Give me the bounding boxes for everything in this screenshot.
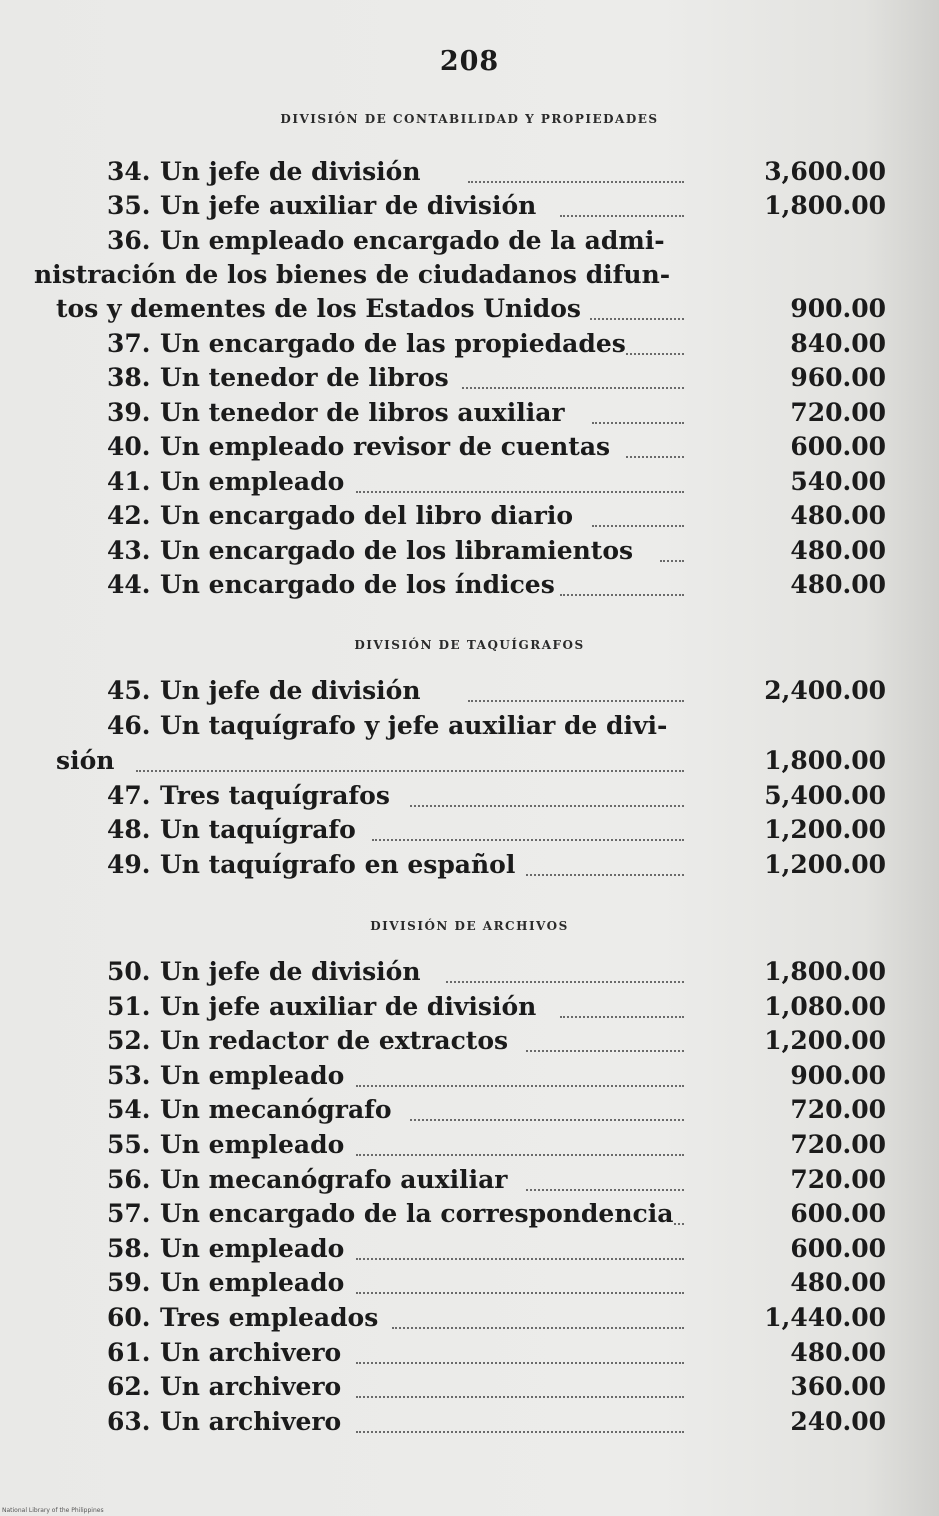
entry-description: Un jefe de división	[160, 676, 421, 705]
entry-amount: 840.00	[790, 329, 886, 358]
leader-dots	[392, 1325, 684, 1329]
leader-dots	[560, 592, 684, 596]
list-item	[0, 813, 939, 847]
entry-amount: 900.00	[790, 294, 886, 323]
entry-description: Un taquígrafo en español	[160, 850, 516, 879]
leader-dots	[660, 558, 684, 562]
list-item	[0, 1024, 939, 1058]
entry-number: 61.	[107, 1338, 151, 1367]
entry-number: 37.	[107, 329, 151, 358]
entry-amount: 360.00	[790, 1372, 886, 1401]
entry-amount: 2,400.00	[764, 676, 886, 705]
entry-amount: 5,400.00	[764, 781, 886, 810]
entry-description: sión	[56, 746, 115, 775]
entry-number: 38.	[107, 363, 151, 392]
leader-dots	[526, 1187, 684, 1191]
list-item	[0, 1163, 939, 1197]
entry-number: 63.	[107, 1407, 151, 1436]
entry-description: tos y dementes de los Estados Unidos	[56, 294, 581, 323]
leader-dots	[356, 1083, 684, 1087]
list-item	[0, 396, 939, 430]
list-item	[0, 848, 939, 882]
list-item	[0, 1197, 939, 1231]
list-item	[0, 568, 939, 602]
leader-dots	[136, 768, 684, 772]
list-item	[0, 709, 939, 743]
entry-number: 42.	[107, 501, 151, 530]
entry-number: 50.	[107, 957, 151, 986]
entry-amount: 720.00	[790, 1165, 886, 1194]
list-item	[0, 189, 939, 223]
entry-amount: 1,200.00	[764, 815, 886, 844]
entry-number: 39.	[107, 398, 151, 427]
list-item	[0, 1266, 939, 1300]
list-item	[0, 1405, 939, 1439]
entry-description: Un jefe auxiliar de división	[160, 992, 537, 1021]
entry-description: Un encargado de los libramientos	[160, 536, 634, 565]
entry-amount: 1,800.00	[764, 191, 886, 220]
entry-description: Un empleado	[160, 1061, 345, 1090]
section-title-taquigrafos: DIVISIÓN DE TAQUÍGRAFOS	[354, 638, 585, 652]
entry-amount: 960.00	[790, 363, 886, 392]
leader-dots	[626, 351, 684, 355]
entry-number: 46.	[107, 711, 151, 740]
entry-amount: 480.00	[790, 570, 886, 599]
list-item-continuation	[0, 258, 939, 292]
entry-number: 40.	[107, 432, 151, 461]
entry-amount: 1,200.00	[764, 1026, 886, 1055]
entry-description: Un taquígrafo y jefe auxiliar de divi-	[160, 711, 668, 740]
entry-description: Un archivero	[160, 1407, 342, 1436]
entry-number: 58.	[107, 1234, 151, 1263]
entry-number: 54.	[107, 1095, 151, 1124]
entry-description: Un jefe de división	[160, 957, 421, 986]
leader-dots	[356, 1256, 684, 1260]
entry-description: Un archivero	[160, 1372, 342, 1401]
section-title-contabilidad: DIVISIÓN DE CONTABILIDAD Y PROPIEDADES	[280, 112, 659, 126]
entry-amount: 480.00	[790, 536, 886, 565]
leader-dots	[462, 385, 684, 389]
list-item	[0, 1093, 939, 1127]
leader-dots	[560, 213, 684, 217]
entry-description: Un jefe de división	[160, 157, 421, 186]
entry-description: Un tenedor de libros	[160, 363, 449, 392]
entry-amount: 1,200.00	[764, 850, 886, 879]
leader-dots	[356, 1360, 684, 1364]
leader-dots	[356, 1429, 684, 1433]
entry-description: Un archivero	[160, 1338, 342, 1367]
entry-amount: 480.00	[790, 1338, 886, 1367]
entry-description: Un mecanógrafo auxiliar	[160, 1165, 508, 1194]
entry-description: Tres empleados	[160, 1303, 379, 1332]
entry-number: 60.	[107, 1303, 151, 1332]
list-item	[0, 1370, 939, 1404]
list-item	[0, 1128, 939, 1162]
list-item	[0, 499, 939, 533]
list-item	[0, 674, 939, 708]
list-item	[0, 1336, 939, 1370]
entry-number: 41.	[107, 467, 151, 496]
leader-dots	[372, 837, 684, 841]
entry-description: Tres taquígrafos	[160, 781, 390, 810]
entry-description: Un empleado	[160, 1234, 345, 1263]
entry-amount: 480.00	[790, 1268, 886, 1297]
leader-dots	[590, 316, 684, 320]
entry-amount: 3,600.00	[764, 157, 886, 186]
leader-dots	[560, 1014, 684, 1018]
entry-description: Un encargado de los índices	[160, 570, 555, 599]
entry-number: 36.	[107, 226, 151, 255]
list-item	[0, 224, 939, 258]
entry-amount: 240.00	[790, 1407, 886, 1436]
entry-amount: 540.00	[790, 467, 886, 496]
list-item	[0, 327, 939, 361]
entry-description: Un encargado de la correspondencia	[160, 1199, 674, 1228]
entry-number: 51.	[107, 992, 151, 1021]
list-item	[0, 465, 939, 499]
list-item	[0, 1301, 939, 1335]
entry-amount: 900.00	[790, 1061, 886, 1090]
library-stamp: National Library of the Philippines	[2, 1507, 104, 1514]
leader-dots	[446, 979, 684, 983]
entry-number: 44.	[107, 570, 151, 599]
leader-dots	[356, 1394, 684, 1398]
entry-number: 55.	[107, 1130, 151, 1159]
entry-description: Un jefe auxiliar de división	[160, 191, 537, 220]
entry-number: 47.	[107, 781, 151, 810]
entry-amount: 1,080.00	[764, 992, 886, 1021]
entry-amount: 600.00	[790, 1199, 886, 1228]
list-item	[0, 779, 939, 813]
leader-dots	[468, 179, 684, 183]
entry-number: 49.	[107, 850, 151, 879]
entry-amount: 600.00	[790, 1234, 886, 1263]
entry-amount: 720.00	[790, 1130, 886, 1159]
entry-number: 43.	[107, 536, 151, 565]
entry-description: Un encargado del libro diario	[160, 501, 574, 530]
leader-dots	[356, 1290, 684, 1294]
entry-amount: 720.00	[790, 1095, 886, 1124]
entry-description: Un mecanógrafo	[160, 1095, 392, 1124]
page-number: 208	[439, 46, 500, 77]
entry-amount: 480.00	[790, 501, 886, 530]
entry-amount: 720.00	[790, 398, 886, 427]
entry-description: Un empleado	[160, 1268, 345, 1297]
list-item	[0, 361, 939, 395]
section-title-archivos: DIVISIÓN DE ARCHIVOS	[370, 919, 569, 933]
entry-description: Un taquígrafo	[160, 815, 356, 844]
list-item-continuation	[0, 744, 939, 778]
leader-dots	[526, 872, 684, 876]
entry-number: 45.	[107, 676, 151, 705]
entry-description: Un redactor de extractos	[160, 1026, 509, 1055]
list-item	[0, 534, 939, 568]
leader-dots	[592, 523, 684, 527]
entry-description: nistración de los bienes de ciudadanos difun-	[34, 260, 671, 289]
leader-dots	[356, 489, 684, 493]
leader-dots	[626, 454, 684, 458]
list-item	[0, 955, 939, 989]
entry-amount: 1,440.00	[764, 1303, 886, 1332]
entry-amount: 600.00	[790, 432, 886, 461]
list-item	[0, 1232, 939, 1266]
list-item	[0, 155, 939, 189]
entry-number: 57.	[107, 1199, 151, 1228]
entry-description: Un empleado revisor de cuentas	[160, 432, 611, 461]
leader-dots	[356, 1152, 684, 1156]
entry-number: 59.	[107, 1268, 151, 1297]
entry-number: 35.	[107, 191, 151, 220]
entry-description: Un empleado	[160, 467, 345, 496]
entry-number: 48.	[107, 815, 151, 844]
list-item	[0, 430, 939, 464]
leader-dots	[592, 420, 684, 424]
entry-description: Un empleado	[160, 1130, 345, 1159]
entry-amount: 1,800.00	[764, 746, 886, 775]
leader-dots	[674, 1221, 684, 1225]
entry-number: 53.	[107, 1061, 151, 1090]
list-item	[0, 1059, 939, 1093]
entry-description: Un tenedor de libros auxiliar	[160, 398, 565, 427]
entry-number: 56.	[107, 1165, 151, 1194]
entry-amount: 1,800.00	[764, 957, 886, 986]
list-item	[0, 990, 939, 1024]
leader-dots	[410, 1117, 684, 1121]
list-item-continuation	[0, 292, 939, 326]
entry-number: 52.	[107, 1026, 151, 1055]
leader-dots	[468, 698, 684, 702]
entry-description: Un empleado encargado de la admi-	[160, 226, 665, 255]
leader-dots	[410, 803, 684, 807]
entry-number: 34.	[107, 157, 151, 186]
entry-description: Un encargado de las propiedades	[160, 329, 626, 358]
entry-number: 62.	[107, 1372, 151, 1401]
leader-dots	[526, 1048, 684, 1052]
